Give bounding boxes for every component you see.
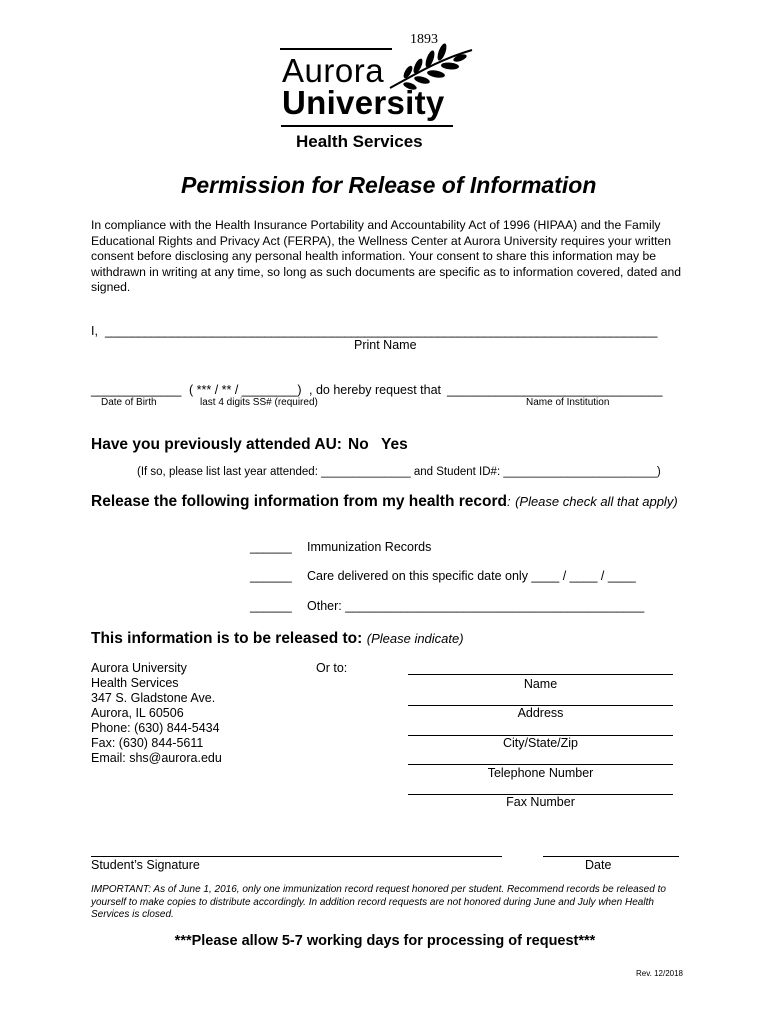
logo-year: 1893	[410, 32, 438, 47]
other-option-label[interactable]: Other: ___________________________________________	[307, 599, 645, 613]
request-text: , do hereby request that	[309, 383, 442, 397]
released-to-heading	[91, 630, 464, 648]
address-line: Aurora University	[91, 661, 187, 675]
institution-caption: Name of Institution	[526, 397, 610, 408]
recipient-city-caption: City/State/Zip	[502, 736, 579, 750]
recipient-phone-field[interactable]	[408, 764, 673, 765]
attended-question: Have you previously attended AU:	[91, 436, 342, 453]
print-name-field[interactable]: ___________________________________________________________________________________	[105, 324, 658, 338]
ssn-caption: last 4 digits SS# (required)	[200, 397, 318, 408]
release-hint: (Please check all that apply)	[515, 494, 678, 509]
signature-date-caption: Date	[585, 858, 612, 872]
dob-caption: Date of Birth	[101, 397, 157, 408]
ssn-last4-field[interactable]: ( *** / ** / ________)	[189, 383, 302, 397]
important-notice: IMPORTANT: As of June 1, 2016, only one immunization record request honored per student. Recommend records be released to yourself to make copies to distribute accordingly. In addition record requests are not honored during June and July when Health Services is closed.	[91, 884, 666, 920]
released-to-hint: (Please indicate)	[366, 631, 464, 646]
release-heading-colon: :	[506, 494, 511, 509]
department-name: Health Services	[296, 132, 423, 151]
print-name-caption: Print Name	[354, 338, 417, 352]
recipient-name-caption: Name	[523, 677, 558, 691]
name-prefix: I,	[91, 324, 98, 338]
page-title: Permission for Release of Information	[181, 172, 597, 198]
release-heading-text: Release the following information from my health record	[91, 493, 507, 510]
email-line: Email: shs@aurora.edu	[91, 751, 222, 765]
health-services-address	[91, 661, 222, 766]
header-rule	[281, 125, 453, 127]
immunization-option-label: Immunization Records	[307, 540, 432, 554]
processing-notice: ***Please allow 5-7 working days for processing of request***	[174, 933, 596, 949]
logo-top-rule	[280, 48, 392, 50]
logo-aurora-text: Aurora	[282, 52, 385, 89]
signature-date-field[interactable]	[543, 856, 679, 857]
fax-line: Fax: (630) 844-5611	[91, 736, 204, 750]
other-checkbox-blank[interactable]: ______	[250, 599, 292, 613]
institution-name-field[interactable]: _______________________________	[447, 383, 663, 397]
released-to-heading-text: This information is to be released to:	[91, 630, 363, 647]
revision-date: Rev. 12/2018	[636, 969, 683, 978]
release-heading	[91, 493, 678, 511]
student-signature-field[interactable]	[91, 856, 502, 857]
immunization-checkbox-blank[interactable]: ______	[250, 540, 292, 554]
recipient-name-field[interactable]	[408, 674, 673, 675]
date-of-birth-field[interactable]: _____________	[91, 383, 182, 397]
laurel-branch-icon	[386, 30, 476, 92]
recipient-address-caption: Address	[517, 706, 564, 720]
intro-paragraph: In compliance with the Health Insurance Portability and Accountability Act of 1996 (HIPAA) and the Family Educational Rights and Privacy Act (FERPA), the Wellness Center at Aurora University requires your written consent before disclosing any personal health information. Your consent to share this information may be withdrawn in writing at any time, so long as such documents are specific as to information covered, dated and signed.	[91, 218, 682, 294]
attended-yes-option[interactable]: Yes	[381, 436, 408, 453]
or-to-label: Or to:	[316, 661, 348, 675]
phone-line: Phone: (630) 844-5434	[91, 721, 220, 735]
recipient-phone-caption: Telephone Number	[487, 766, 594, 780]
address-line: 347 S. Gladstone Ave.	[91, 691, 216, 705]
recipient-fax-caption: Fax Number	[506, 795, 575, 809]
logo-university-text: University	[282, 84, 445, 121]
attended-no-option[interactable]: No	[348, 436, 369, 453]
attended-details-field[interactable]: (If so, please list last year attended: ______________ and Student ID#: ________________________)	[137, 466, 661, 478]
address-line: Aurora, IL 60506	[91, 706, 184, 720]
specific-date-option-label[interactable]: Care delivered on this specific date only ____ / ____ / ____	[307, 569, 636, 583]
specific-date-checkbox-blank[interactable]: ______	[250, 569, 292, 583]
student-signature-caption: Student’s Signature	[91, 858, 200, 872]
address-line: Health Services	[91, 676, 179, 690]
